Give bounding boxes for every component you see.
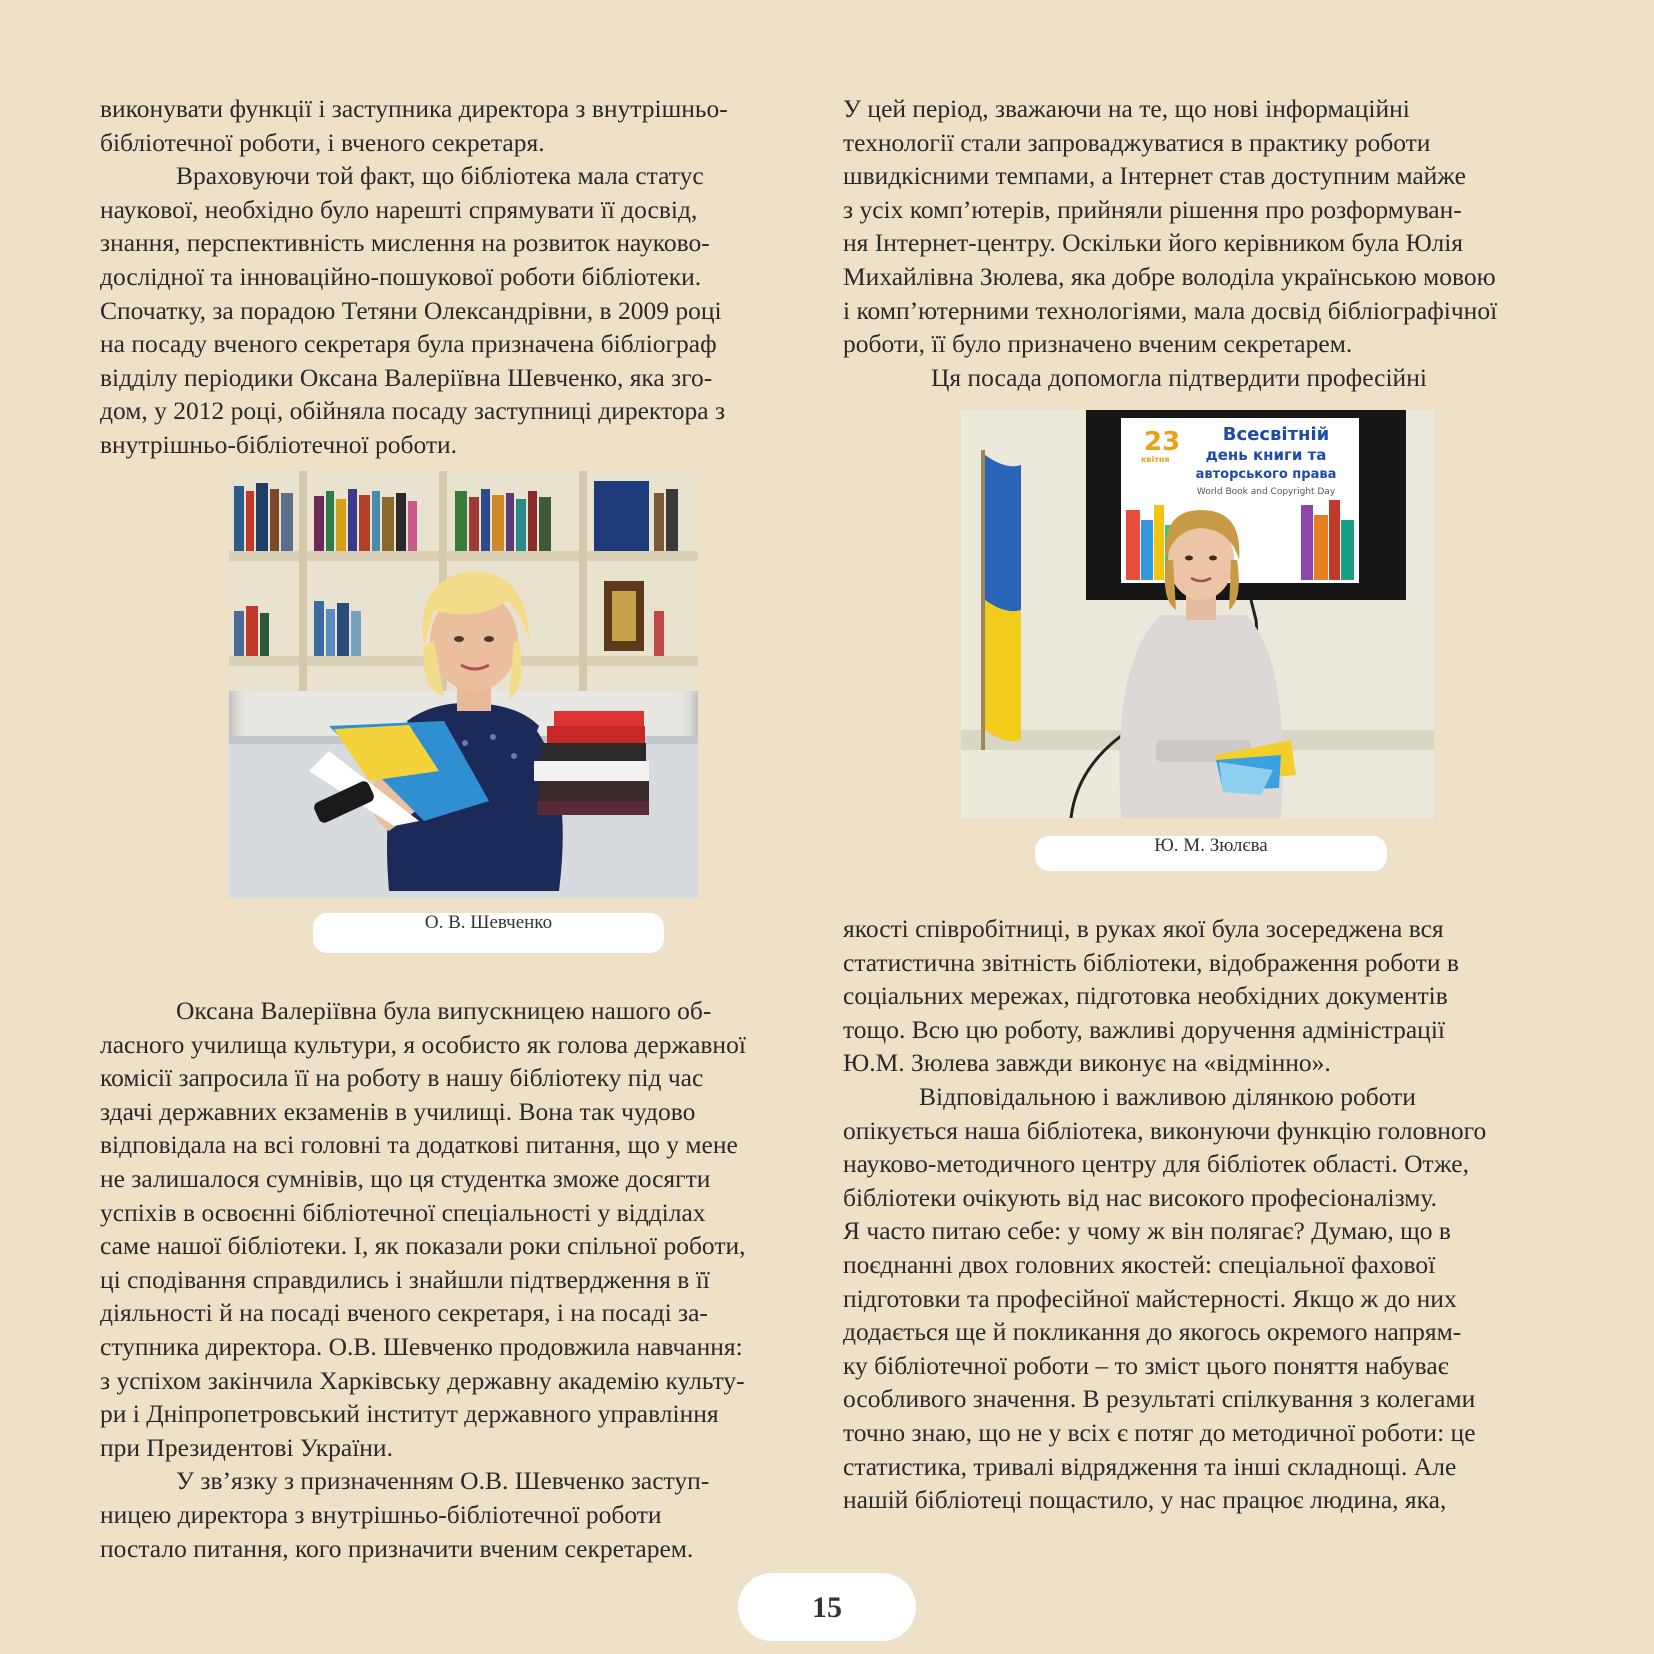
text-line: соціальних мережах, підготовка необхідних документів <box>843 981 1448 1011</box>
text-line: на посаду вченого секретаря була призначена бібліограф <box>100 329 717 359</box>
text-line: Враховуючи той факт, що бібліотека мала статус <box>176 161 704 191</box>
text-line: наукової, необхідно було нарешті спрямувати її досвід, <box>100 194 698 224</box>
text-line: швидкісними темпами, а Інтернет став доступним майже <box>843 161 1466 191</box>
text-column-left-top <box>100 92 820 462</box>
text-line: успіхів в освоєнні бібліотечної спеціальності у відділах <box>100 1197 706 1227</box>
text-line: ницею директора з внутрішньо-бібліотечної роботи <box>100 1499 662 1529</box>
text-line: внутрішньо-бібліотечної роботи. <box>100 429 458 459</box>
text-line: нашій бібліотеці пощастило, у нас працює людина, яка, <box>843 1485 1447 1515</box>
screen-title-2: день книги та <box>1205 446 1327 464</box>
text-line: Я часто питаю себе: у чому ж він полягає? Думаю, що в <box>843 1216 1451 1246</box>
screen-title-1: Всесвітній <box>1222 424 1330 445</box>
text-line: дом, у 2012 році, обійняла посаду заступниці директора з <box>100 396 726 426</box>
text-line: Спочатку, за порадою Тетяни Олександрівни, в 2009 році <box>100 295 722 325</box>
text-line: Оксана Валеріївна була випускницею нашого об- <box>176 996 712 1025</box>
photo-ziuleva-illustration <box>961 410 1434 818</box>
text-column-left-bottom <box>100 994 820 1565</box>
text-line: ці сподівання справдились і знайшли підтвердження в її <box>100 1264 710 1294</box>
text-line: підготовки та професійної майстерності. Якщо ж до них <box>843 1283 1457 1313</box>
photo-caption-ziuleva: Ю. М. Зюлєва <box>1035 836 1387 871</box>
screen-month: квітня <box>1141 455 1170 464</box>
text-line: Михайлівна Зюлева, яка добре володіла українською мовою <box>843 261 1496 291</box>
text-line: ласного училища культури, я особисто як голова державної <box>100 1029 746 1059</box>
text-line: виконувати функції і заступника директора з внутрішньо- <box>100 94 728 123</box>
text-line: відділу періодики Оксана Валеріївна Шевченко, яка зго- <box>100 362 713 392</box>
text-line: Ця посада допомогла підтвердити професійні <box>931 362 1427 392</box>
text-line: статистика, тривалі відрядження та інші складнощі. Але <box>843 1451 1457 1481</box>
text-line: Відповідальною і важливою ділянкою роботи <box>919 1081 1416 1111</box>
text-line: ступника директора. О.В. Шевченко продовжила навчання: <box>100 1331 743 1361</box>
text-line: У зв’язку з призначенням О.В. Шевченко заступ- <box>176 1466 710 1496</box>
text-line: роботи, її було призначено вченим секретарем. <box>843 329 1353 359</box>
text-line: дослідної та інноваційно-пошукової роботи бібліотеки. <box>100 261 702 291</box>
text-line: бібліотечної роботи, і вченого секретаря. <box>100 127 545 157</box>
text-line: з усіх комп’ютерів, прийняли рішення про розформуван- <box>843 194 1462 224</box>
text-line: поєднанні двох головних якостей: спеціальної фахової <box>843 1249 1436 1279</box>
text-line: не залишалося сумнівів, що ця студентка зможе досягти <box>100 1163 711 1193</box>
text-line: при Президентові України. <box>100 1432 393 1462</box>
text-line: здачі державних екзаменів в училищі. Вона так чудово <box>100 1096 696 1126</box>
screen-subtitle: World Book and Copyright Day <box>1196 487 1336 497</box>
photo-caption-shevchenko: О. В. Шевченко <box>313 913 664 953</box>
text-column-right-top <box>843 92 1563 394</box>
text-line: ня Інтернет-центру. Оскільки його керівником була Юлія <box>843 228 1464 258</box>
text-line: точно знаю, що не у всіх є потяг до методичної роботи: це <box>843 1417 1476 1447</box>
text-line: тощо. Всю цю роботу, важливі доручення адміністрації <box>843 1014 1446 1044</box>
page-number: 15 <box>738 1573 916 1641</box>
text-line: постало питання, кого призначити вченим секретарем. <box>100 1533 694 1563</box>
photo-ziuleva <box>961 410 1434 818</box>
text-column-right-bottom <box>843 912 1563 1517</box>
photo-shevchenko-illustration <box>229 471 698 898</box>
text-line: додається ще й покликання до якогось окремого напрям- <box>843 1317 1462 1347</box>
screen-day: 23 <box>1144 427 1181 457</box>
text-line: з успіхом закінчила Харківську державну академію культу- <box>100 1365 745 1395</box>
photo-shevchenko <box>229 471 698 898</box>
text-line: саме нашої бібліотеки. І, як показали роки спільної роботи, <box>100 1231 746 1261</box>
text-line: технології стали запроваджуватися в практику роботи <box>843 127 1431 157</box>
text-line: знання, перспективність мислення на розвиток науково- <box>100 228 710 258</box>
text-line: відповідала на всі головні та додаткові питання, що у мене <box>100 1130 738 1160</box>
text-line: якості співробітниці, в руках якої була зосереджена вся <box>843 914 1444 943</box>
screen-title-3: авторського права <box>1195 467 1337 482</box>
text-line: опікується наша бібліотека, виконуючи функцію головного <box>843 1115 1487 1145</box>
text-line: бібліотеки очікують від нас високого професіоналізму. <box>843 1182 1438 1212</box>
text-line: науково-методичного центру для бібліотек області. Отже, <box>843 1149 1469 1179</box>
text-line: У цей період, зважаючи на те, що нові інформаційні <box>843 94 1410 123</box>
text-line: особливого значення. В результаті спілкування з колегами <box>843 1384 1476 1414</box>
text-line: комісії запросила її на роботу в нашу бібліотеку під час <box>100 1063 704 1093</box>
text-line: діяльності й на посаді вченого секретаря, і на посаді за- <box>100 1298 708 1328</box>
text-line: і комп’ютерними технологіями, мала досвід бібліографічної <box>843 295 1498 325</box>
text-line: ри і Дніпропетровський інститут державного управління <box>100 1399 719 1429</box>
text-line: Ю.М. Зюлева завжди виконує на «відмінно». <box>843 1048 1331 1078</box>
text-line: ку бібліотечної роботи – то зміст цього поняття набуває <box>843 1350 1449 1380</box>
text-line: статистична звітність бібліотеки, відображення роботи в <box>843 947 1459 977</box>
